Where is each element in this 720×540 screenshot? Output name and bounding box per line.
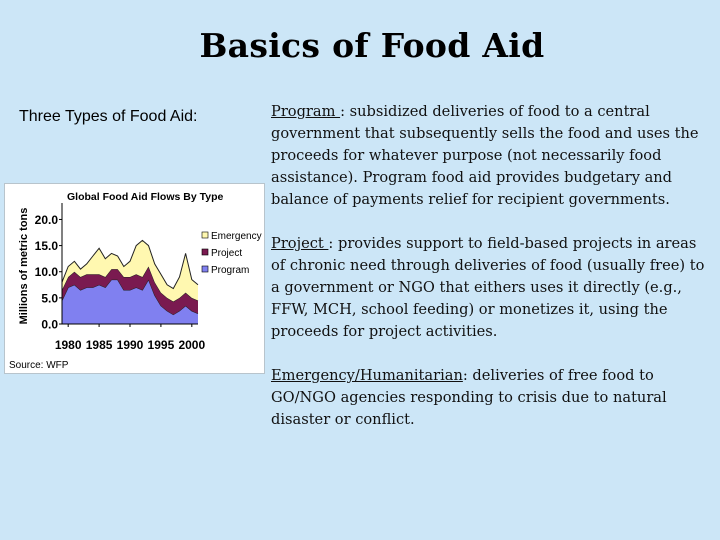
chart-ylabel: Millions of metric tons [18, 207, 30, 325]
legend-swatch-emergency [202, 232, 208, 238]
def-sep: : [340, 103, 350, 120]
def-text-emergency: deliveries of free food to GO/NGO agencies responding to crisis due to natural disaster or conflict. [271, 367, 667, 428]
definition-emergency [271, 365, 707, 431]
legend-swatch-program [202, 266, 208, 272]
slide-subtitle: Three Types of Food Aid: [19, 108, 198, 125]
def-sep: : [462, 367, 473, 384]
slide-title: Basics of Food Aid [199, 26, 545, 65]
def-text-project: provides support to field-based projects in areas of chronic need through deliveries of food (usually free) to a government or NGO that eithers uses it directly (e.g., FFW, MCH, school feeding) or monetizes it, using the proceeds for project activities. [271, 235, 705, 340]
def-sep: : [328, 235, 338, 252]
chart-canvas [5, 184, 264, 373]
legend-label-program: Program [211, 265, 250, 276]
definition-project [271, 233, 707, 343]
definition-program [271, 101, 707, 211]
y-tick-label: 15.0 [34, 239, 58, 254]
x-tick-label: 1980 [54, 338, 82, 352]
x-tick-label: 2000 [178, 338, 206, 352]
y-tick-label: 20.0 [34, 212, 58, 227]
term-emergency: Emergency/Humanitarian [271, 367, 463, 384]
y-tick-label: 5.0 [41, 291, 58, 306]
y-tick-label: 0.0 [41, 317, 58, 332]
legend-label-project: Project [211, 248, 243, 259]
y-tick-label: 10.0 [34, 265, 58, 280]
food-aid-chart [4, 183, 265, 374]
chart-source: Source: WFP [9, 360, 69, 371]
def-text-program: subsidized deliveries of food to a central government that subsequently sells the food and uses the proceeds for whatever purpose (not necessarily food assistance). Program food aid provides budgetary and balance of payments relief for recipient governments. [271, 103, 699, 208]
term-project: Project [271, 235, 329, 252]
x-tick-label: 1995 [147, 338, 175, 352]
chart-title: Global Food Aid Flows By Type [67, 191, 224, 203]
x-tick-label: 1990 [116, 338, 144, 352]
definitions-list [271, 101, 707, 431]
term-program: Program [271, 103, 341, 120]
legend-label-emergency: Emergency [211, 231, 262, 242]
legend-swatch-project [202, 249, 208, 255]
x-tick-label: 1985 [85, 338, 113, 352]
